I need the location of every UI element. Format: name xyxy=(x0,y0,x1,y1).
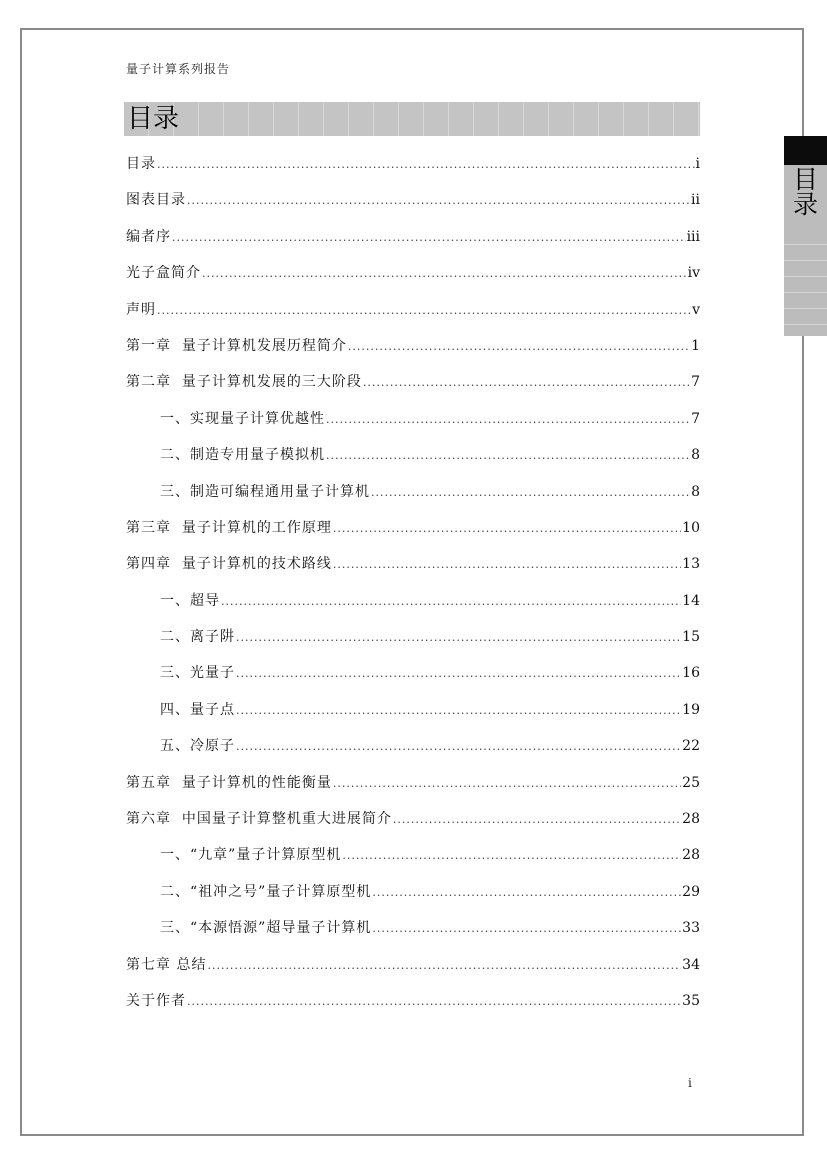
toc-entry-page: 22 xyxy=(682,738,700,755)
toc-subentry[interactable] xyxy=(126,692,700,728)
toc-dot-leader xyxy=(236,656,681,692)
side-tab-divider xyxy=(784,276,827,277)
toc-dot-leader xyxy=(393,802,681,838)
toc-subentry[interactable] xyxy=(126,619,700,655)
toc-entry-title: 第七章 总结 xyxy=(126,956,207,973)
toc-entry-page: 34 xyxy=(682,956,700,973)
toc-entry-page: 19 xyxy=(682,701,700,718)
side-tab-label-line1: 目 xyxy=(792,165,818,194)
toc-entry-page: 8 xyxy=(691,447,700,464)
toc-entry[interactable] xyxy=(126,765,700,801)
toc-entry[interactable] xyxy=(126,364,700,400)
toc-subentry[interactable] xyxy=(126,655,700,691)
toc-entry-title: 第四章 量子计算机的技术路线 xyxy=(126,556,332,573)
toc-entry-page: 28 xyxy=(682,847,700,864)
toc-dot-leader xyxy=(236,620,681,656)
toc-entry-page: ii xyxy=(691,192,700,209)
toc-entry-title: 一、实现量子计算优越性 xyxy=(160,410,325,427)
toc-subentry[interactable] xyxy=(126,437,700,473)
toc-dot-leader xyxy=(187,183,690,219)
toc-entry[interactable] xyxy=(126,146,700,182)
toc-entry-page: 10 xyxy=(682,519,700,536)
side-tab-divider xyxy=(784,292,827,293)
toc-entry-page: 35 xyxy=(682,992,700,1009)
toc-dot-leader xyxy=(236,693,681,729)
toc-dot-leader xyxy=(342,838,681,874)
toc-entry[interactable] xyxy=(126,255,700,291)
toc-entry-page: 1 xyxy=(691,337,700,354)
toc-dot-leader xyxy=(372,875,681,911)
toc-entry-page: iii xyxy=(686,228,700,245)
toc-entry[interactable] xyxy=(126,219,700,255)
toc-dot-leader xyxy=(333,766,681,802)
toc-dot-leader xyxy=(371,475,690,511)
toc-entry-title: 二、“祖冲之号”量子计算原型机 xyxy=(160,883,372,900)
toc-dot-leader xyxy=(202,256,687,292)
toc-entry-title: 关于作者 xyxy=(126,992,186,1009)
toc-dot-leader xyxy=(221,584,681,620)
toc-subentry[interactable] xyxy=(126,474,700,510)
toc-subentry[interactable] xyxy=(126,583,700,619)
toc-entry-page: iv xyxy=(687,265,700,282)
toc-entry-title: 一、“九章”量子计算原型机 xyxy=(160,847,342,864)
toc-dot-leader xyxy=(348,329,690,365)
toc-entry-title: 二、制造专用量子模拟机 xyxy=(160,447,325,464)
toc-subentry[interactable] xyxy=(126,910,700,946)
side-tab-divider xyxy=(784,260,827,261)
toc-entry-title: 五、冷原子 xyxy=(160,738,235,755)
toc-entry-title: 目录 xyxy=(126,156,156,172)
toc-dot-leader xyxy=(363,365,690,401)
toc-entry[interactable] xyxy=(126,182,700,218)
toc-dot-leader xyxy=(326,402,690,438)
toc-dot-leader xyxy=(326,438,690,474)
toc-entry-title: 第六章 中国量子计算整机重大进展简介 xyxy=(126,811,392,828)
toc-entry[interactable] xyxy=(126,292,700,328)
side-tab-divider xyxy=(784,324,827,325)
toc-entry-title: 三、光量子 xyxy=(160,665,235,682)
toc-entry-page: 16 xyxy=(682,665,700,682)
toc-entry[interactable] xyxy=(126,801,700,837)
toc-entry[interactable] xyxy=(126,983,700,1019)
toc-entry-page: i xyxy=(695,156,700,172)
toc-heading: 目录 xyxy=(127,104,180,134)
toc-entry-title: 二、离子阱 xyxy=(160,629,235,646)
toc-entry-title: 声明 xyxy=(126,301,156,318)
toc-entry-page: v xyxy=(692,301,700,318)
toc-subentry[interactable] xyxy=(126,401,700,437)
toc-entry-title: 一、超导 xyxy=(160,592,220,609)
toc-dot-leader xyxy=(236,729,681,765)
toc-entry-page: 7 xyxy=(691,410,700,427)
toc-entry-title: 第一章 量子计算机发展历程简介 xyxy=(126,337,347,354)
side-tab-label xyxy=(784,167,827,217)
toc-subentry[interactable] xyxy=(126,837,700,873)
toc-dot-leader xyxy=(372,911,681,947)
toc-heading-bar xyxy=(124,102,700,136)
toc-entry-title: 三、“本源悟源”超导量子计算机 xyxy=(160,920,372,937)
toc-list xyxy=(126,146,700,1019)
toc-entry-title: 图表目录 xyxy=(126,192,186,209)
toc-entry-title: 三、制造可编程通用量子计算机 xyxy=(160,483,370,500)
toc-dot-leader xyxy=(207,948,681,984)
toc-dot-leader xyxy=(157,147,695,183)
toc-entry-page: 28 xyxy=(682,811,700,828)
toc-dot-leader xyxy=(172,220,686,256)
toc-entry-title: 编者序 xyxy=(126,228,171,245)
page-number: i xyxy=(688,1076,692,1090)
section-side-tab xyxy=(784,136,827,336)
toc-entry-page: 7 xyxy=(691,374,700,391)
toc-dot-leader xyxy=(333,511,681,547)
toc-dot-leader xyxy=(187,984,681,1020)
toc-entry-title: 第五章 量子计算机的性能衡量 xyxy=(126,774,332,791)
toc-entry-title: 第二章 量子计算机发展的三大阶段 xyxy=(126,374,362,391)
toc-entry-title: 第三章 量子计算机的工作原理 xyxy=(126,519,332,536)
toc-entry-title: 光子盒简介 xyxy=(126,265,201,282)
toc-entry-page: 33 xyxy=(682,920,700,937)
toc-entry-title: 四、量子点 xyxy=(160,701,235,718)
toc-entry[interactable] xyxy=(126,947,700,983)
side-tab-marker xyxy=(784,136,827,165)
toc-entry[interactable] xyxy=(126,510,700,546)
toc-subentry[interactable] xyxy=(126,874,700,910)
toc-entry-page: 13 xyxy=(682,556,700,573)
toc-subentry[interactable] xyxy=(126,728,700,764)
toc-entry[interactable] xyxy=(126,546,700,582)
toc-entry-page: 14 xyxy=(682,592,700,609)
side-tab-label-line2: 录 xyxy=(792,190,818,219)
toc-entry-page: 25 xyxy=(682,774,700,791)
toc-entry[interactable] xyxy=(126,328,700,364)
side-tab-divider xyxy=(784,244,827,245)
toc-entry-page: 8 xyxy=(691,483,700,500)
toc-entry-page: 29 xyxy=(682,883,700,900)
toc-dot-leader xyxy=(157,293,691,329)
toc-entry-page: 15 xyxy=(682,629,700,646)
side-tab-divider xyxy=(784,308,827,309)
running-header: 量子计算系列报告 xyxy=(126,62,231,76)
toc-dot-leader xyxy=(333,547,681,583)
